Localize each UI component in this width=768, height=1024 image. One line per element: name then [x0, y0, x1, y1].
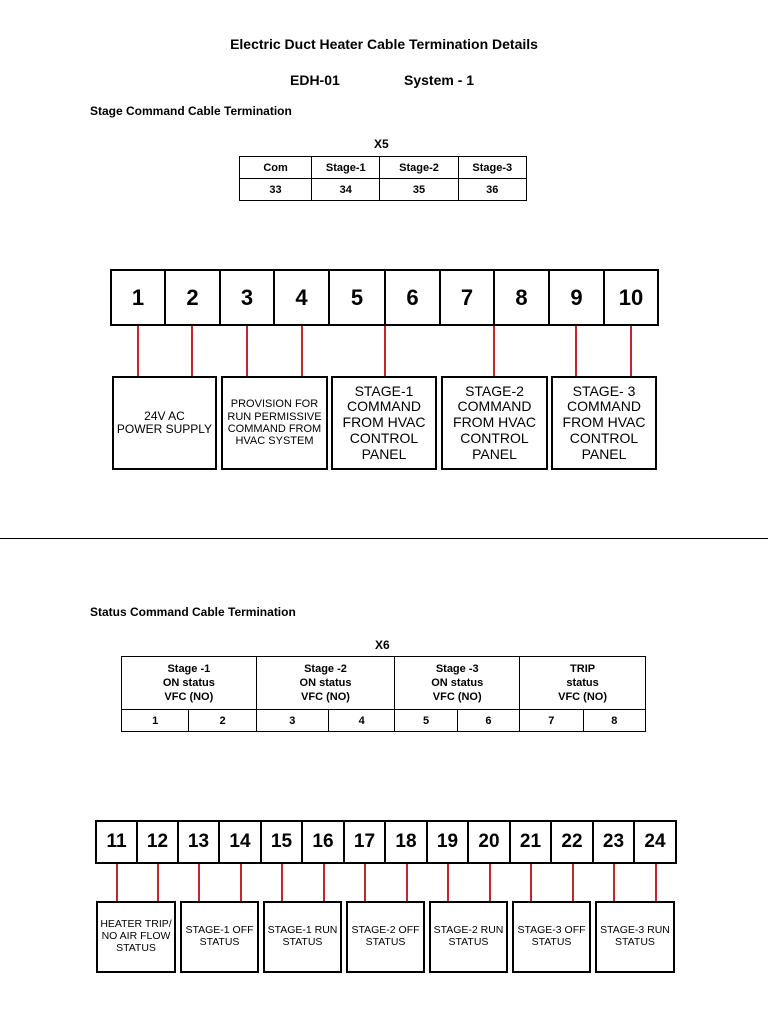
wire: [364, 864, 366, 901]
x5-value-cell: 34: [312, 179, 380, 201]
x6-value-cell: 4: [328, 710, 394, 732]
stage-2-run-status-box: STAGE-2 RUN STATUS: [429, 901, 508, 973]
x5-header-cell: Stage-2: [380, 157, 458, 179]
terminal-block: 11: [95, 820, 138, 864]
x6-header-cell: Stage -3 ON status VFC (NO): [395, 657, 520, 710]
wire: [116, 864, 118, 901]
wire: [613, 864, 615, 901]
terminal-block: 8: [493, 269, 550, 326]
wire: [572, 864, 574, 901]
wire: [281, 864, 283, 901]
wire: [323, 864, 325, 901]
stage-3-command-box: STAGE- 3 COMMAND FROM HVAC CONTROL PANEL: [551, 376, 657, 470]
terminal-block: 12: [136, 820, 179, 864]
wire: [246, 326, 248, 376]
heater-trip-status-box: HEATER TRIP/ NO AIR FLOW STATUS: [96, 901, 176, 973]
stage-1-off-status-box: STAGE-1 OFF STATUS: [180, 901, 259, 973]
wire: [489, 864, 491, 901]
stage-3-run-status-box: STAGE-3 RUN STATUS: [595, 901, 675, 973]
wire: [301, 326, 303, 376]
terminal-block: 17: [343, 820, 386, 864]
wire: [198, 864, 200, 901]
wire: [655, 864, 657, 901]
wire: [191, 326, 193, 376]
stage-1-command-box: STAGE-1 COMMAND FROM HVAC CONTROL PANEL: [331, 376, 437, 470]
x6-value-cell: 8: [583, 710, 645, 732]
terminal-block: 15: [260, 820, 303, 864]
x6-value-cell: 7: [520, 710, 583, 732]
terminal-block: 13: [177, 820, 220, 864]
x5-header-cell: Com: [240, 157, 312, 179]
x5-header-cell: Stage-3: [458, 157, 526, 179]
x5-value-cell: 35: [380, 179, 458, 201]
terminal-block: 9: [548, 269, 605, 326]
x6-value-cell: 5: [395, 710, 457, 732]
wire: [240, 864, 242, 901]
terminal-block: 18: [384, 820, 428, 864]
wire: [493, 326, 495, 376]
terminal-block: 22: [550, 820, 594, 864]
wire: [157, 864, 159, 901]
terminal-block: 3: [219, 269, 275, 326]
wire: [447, 864, 449, 901]
x6-value-cell: 6: [457, 710, 519, 732]
x6-header-cell: Stage -2 ON status VFC (NO): [256, 657, 395, 710]
terminal-block: 19: [426, 820, 469, 864]
terminal-block: 5: [328, 269, 386, 326]
stage-2-command-box: STAGE-2 COMMAND FROM HVAC CONTROL PANEL: [441, 376, 548, 470]
x6-header-cell: Stage -1 ON status VFC (NO): [122, 657, 257, 710]
stage-1-run-status-box: STAGE-1 RUN STATUS: [263, 901, 342, 973]
terminal-block: 6: [384, 269, 441, 326]
terminal-block: 4: [273, 269, 330, 326]
x6-table-title: X6: [375, 638, 390, 652]
terminal-block: 24: [633, 820, 677, 864]
x6-value-cell: 3: [256, 710, 328, 732]
x5-table-title: X5: [374, 137, 389, 151]
x6-header-cell: TRIP status VFC (NO): [520, 657, 646, 710]
run-permissive-box: PROVISION FOR RUN PERMISSIVE COMMAND FROM HVAC SYSTEM: [221, 376, 328, 470]
wire: [530, 864, 532, 901]
x5-table: [239, 156, 527, 201]
section-divider: [0, 538, 768, 539]
wire: [384, 326, 386, 376]
terminal-block: 2: [164, 269, 221, 326]
x6-value-cell: 2: [189, 710, 256, 732]
x5-value-cell: 33: [240, 179, 312, 201]
power-supply-box: 24V AC POWER SUPPLY: [112, 376, 217, 470]
wire: [575, 326, 577, 376]
stage-3-off-status-box: STAGE-3 OFF STATUS: [512, 901, 591, 973]
terminal-block: 21: [509, 820, 552, 864]
equipment-tag: EDH-01: [290, 72, 340, 88]
terminal-block: 20: [467, 820, 511, 864]
terminal-block: 7: [439, 269, 495, 326]
stage-section-label: Stage Command Cable Termination: [90, 104, 292, 118]
wire: [630, 326, 632, 376]
x6-table: [121, 656, 646, 732]
wire: [406, 864, 408, 901]
x5-header-cell: Stage-1: [312, 157, 380, 179]
page-title: Electric Duct Heater Cable Termination Details: [230, 36, 538, 52]
terminal-block: 16: [301, 820, 345, 864]
system-label: System - 1: [404, 72, 475, 88]
terminal-block: 14: [218, 820, 262, 864]
wire: [137, 326, 139, 376]
terminal-block: 23: [592, 820, 635, 864]
x5-value-cell: 36: [458, 179, 526, 201]
status-section-label: Status Command Cable Termination: [90, 605, 296, 619]
x6-value-cell: 1: [122, 710, 189, 732]
stage-2-off-status-box: STAGE-2 OFF STATUS: [346, 901, 425, 973]
terminal-block: 10: [603, 269, 659, 326]
terminal-block: 1: [110, 269, 166, 326]
